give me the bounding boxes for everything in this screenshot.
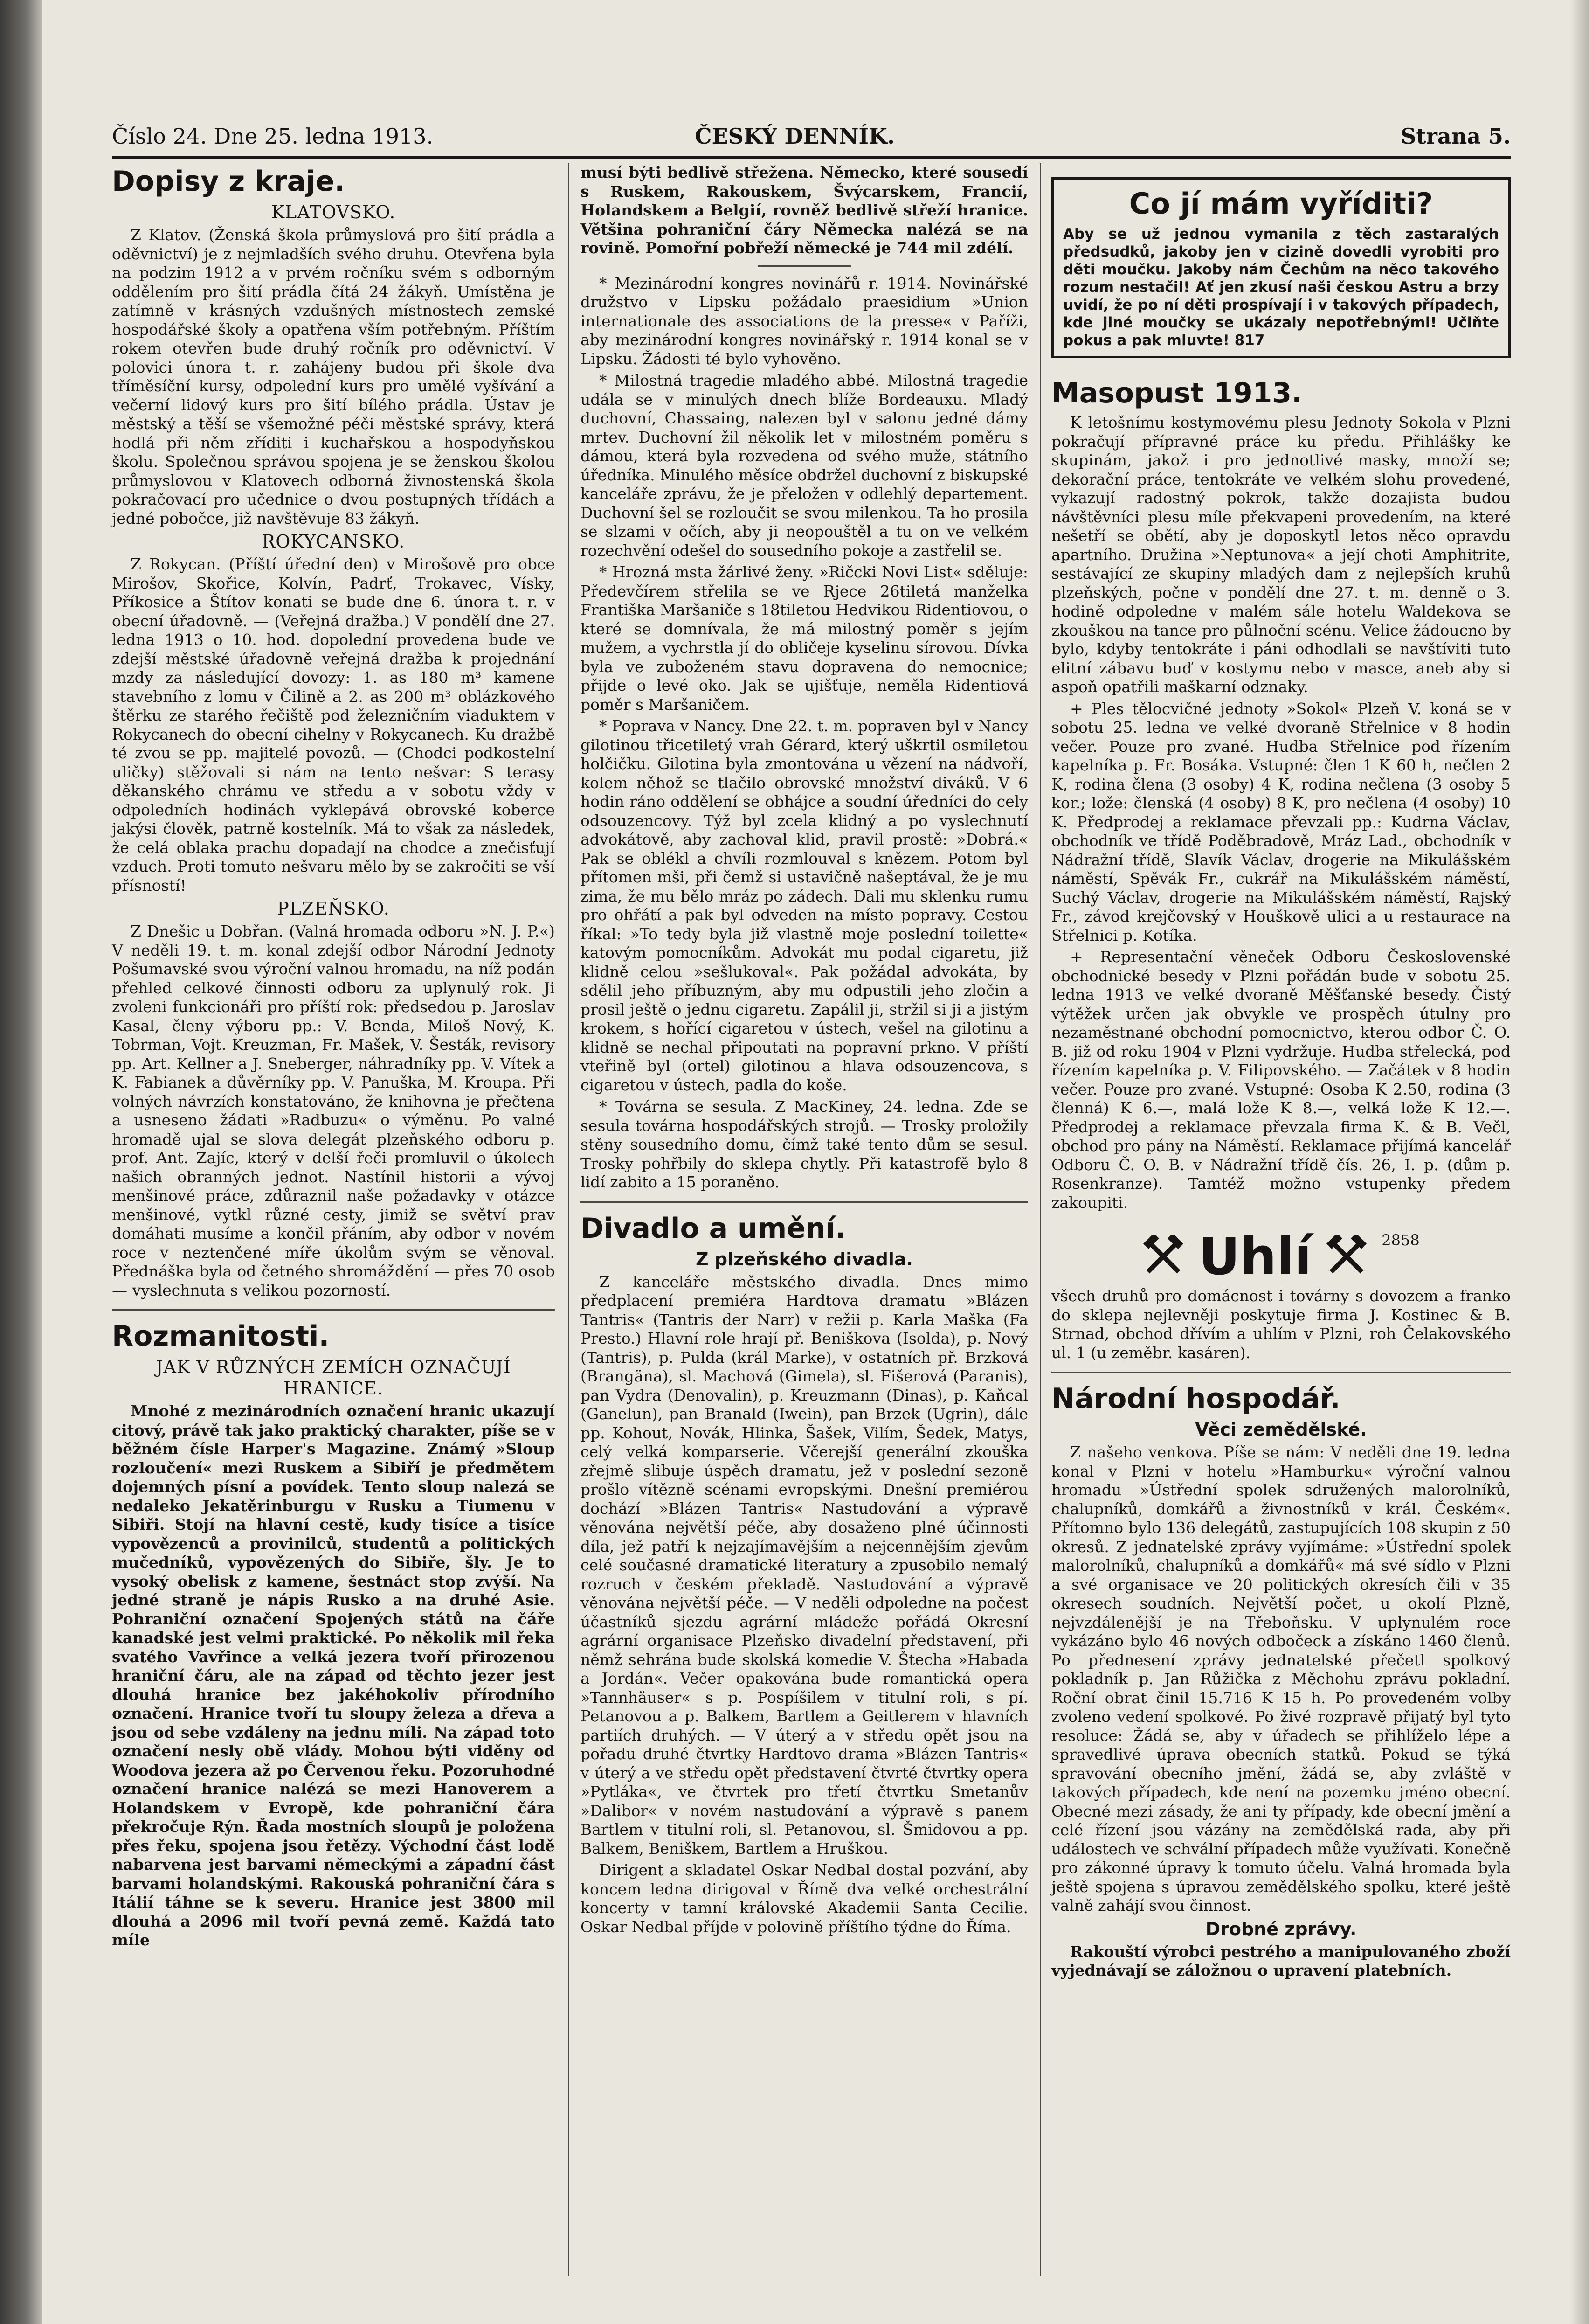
article-ples-sokol: + Ples tělocvičné jednoty »Sokol« Plzeň V. koná se v sobotu 25. ledna ve velké dvoraně Střelnice v 8 hodin večer. Pouze pro zvané. Hudba Střelnice pod řízením kapelníka p. Fr. Bosáka. Vstupné: člen 1 K 60 h, nečlen 2 K, rodina člena (3 osoby) 4 K, rodina nečlena (3 osoby 5 kor.; lože: členská (4 osoby) 8 K, pro nečlena (4 osoby) 10 K. Předprodej a reklamace převzali pp.: Kudrna Václav, obchodník ve třídě Poděbradově, Mráz Lad., obchodník v Nádražní třídě, Slavík Václav, drogerie na Mikulášském náměstí, Spěvák Fr., cukrář na Mikulášském náměstí, Suchý Václav, drogerie na Mikulášském náměstí, Rajský Fr., závod krejčovský v Houškově ulici a u restaurace na Střelnici p. Kotíka. [1051,699,1511,944]
divider [1051,1372,1511,1373]
article-hranice: Mnohé z mezinárodních označení hranic ukazují citový, právě tak jako praktický charakter, píše se v běžném čísle Harper's Magazine. Známý »Sloup rozloučení« mezi Ruskem a Sibiří je předmětem dojemných písní a povídek. Tento sloup nalezá se nedaleko Jekatěrinburgu v Rusku a Tiumenu v Sibiři. Stojí na hlavní cestě, kudy tisíce a tisíce vypovězenců a provinilců, studentů a politických mučedníků, vypovězených do Sibiře, šly. Je to vysoký obelisk z kamene, šestnáct stop zvýší. Na jedné straně je nápis Rusko a na druhé Asie. Pohraniční označení Spojených států na čáře kanadské jest velmi praktické. Po několik mil řeka svatého Vavřince a velká jezera tvoří přirozenou hraniční čáru, ale na západ od těchto jezer jest dlouhá hranice bez jakéhokoliv přírodního označení. Hranice tvoří tu sloupy železa a dřeva a jsou od sebe vzdáleny na jednu míli. Na západ toto označení nesly obě vlády. Mohou býti viděny od Woodova jezera až po Červenou řeku. Pozoruhodné označení hranice nalézá se mezi Hanoverem a Holandskem v Evropě, kde pohraniční čára překročuje Rýn. Řada mostních sloupů je položena přes řeku, spojena jsou řetězy. Východní část lodě nabarvena jest barvami německými a západní část barvami holandskými. Rakouská pohraniční čára s Itálií táhne se k severu. Hranice jest 3800 mil dlouhá a 2096 mil tvoří pevná země. Každá tato míle [112,1402,555,1949]
region-heading-rokycansko: ROKYCANSKO. [262,531,405,552]
article-nedbal: Dirigent a skladatel Oskar Nedbal dostal pozvání, aby koncem ledna dirigoval v Římě dva velké orchestrální koncerty v tamní královské Akademii Santa Cecilie. Oskar Nedbal příjde v polovině příštího týdne do Říma. [580,1861,1028,1936]
ad-uhli-text: všech druhů pro domácnost i továrny s dovozem a franko do sklepa nejlevněji poskytuje firma J. Kostinec & B. Strnad, obchod dřívím a uhlím v Plzni, roh Čelakovského ul. 1 (u zeměbr. kasáren). [1051,1287,1511,1362]
crossed-hammers-icon [1326,1235,1368,1277]
page-number: Strana 5. [1401,124,1511,149]
ad-number: 2858 [1382,1231,1420,1249]
ad-title: Co jí mám vyříditi? [1129,187,1433,221]
ad-uhli-title: Uhlí [1198,1227,1312,1286]
section-heading-masopust: Masopust 1913. [1051,377,1302,409]
news-item-kongres: * Mezinárodní kongres novinářů r. 1914. Novinářské družstvo v Lipsku požádalo praesidium »Union internationale des associations de la presse« v Paříži, aby mezinárodní kongres novinářský r. 1914 konal se v Lipsku. Žádosti té bylo vyhověno. [580,274,1028,368]
newspaper-page [112,100,1511,2292]
column-right [1051,163,1511,1983]
section-heading-hospodar: Národní hospodář. [1051,1382,1340,1415]
news-item-tovarna: * Továrna se sesula. Z MacKiney, 24. ledna. Zde se sesula továrna hospodářských strojů. — Trosky proložily stěny sousedního domu, čímž také tento dům se sesul. Trosky pohřbily do sklepa chytly. Při katastrofě bylo 8 lidí zabito a 15 poraněno. [580,1097,1028,1191]
column-left [112,163,555,1953]
ad-body: Aby se už jednou vymanila z těch zastaralých předsudků, jakoby jen v cizině dovedli vyrobiti pro děti moučku. Jakoby nám Čechům na něco takového rozum nestačil! Ať jen zkusí naši českou Astru a brzy uvidí, že po ní děti prospívají i v takových případech, kde jiné moučky se ukázaly nepotřebnými! Učiňte pokus a pak mluvte! 817 [1063,226,1499,349]
newspaper-title: ČESKÝ DENNÍK. [695,124,895,149]
article-title-divadlo: Z plzeňského divadla. [696,1249,913,1270]
column-middle [580,163,1028,1939]
advertisement-uhli [1051,1227,1511,1286]
column-rule [568,163,569,2276]
crossed-hammers-icon [1142,1235,1184,1277]
section-heading-dopisy: Dopisy z kraje. [112,165,345,198]
divider [112,1309,555,1311]
article-title-drobne: Drobné zprávy. [1205,1918,1357,1939]
section-heading-rozmanitosti: Rozmanitosti. [112,1320,330,1353]
scan-binding-edge [0,0,42,2324]
news-item-poprava: * Poprava v Nancy. Dne 22. t. m. popraven byl v Nancy gilotinou třicetiletý vrah Gérard, který uškrtil osmiletou holčičku. Gilotina byla zmontována u vězení na nádvoří, kolem něhož se tlačilo obrovské množství diváků. V 6 hodin ráno oddělení se obhájce a soudní úředníci do cely odsouzencovy. Týž byl zcela klidný a po vyslechnutí advokátově, aby zachoval klid, pravil prostě: »Dobrá.« Pak se oblékl a chvíli rozmlouval s knězem. Potom byl přítomen mši, při čemž si ustavičně našeptával, že je mu zima, že mu bělo mráz po zádech. Dali mu sklenku rumu pro ohřátí a pak byl odveden na místo popravy. Cestou říkal: »To tedy byla již vlastně moje poslední toilette« katovým pomocníkům. Advokát mu podal cigaretu, již klidně celou »sešlukoval«. Pak požádal advokáta, by sdělil jeho příbuzným, aby mu odpustili jeho zločin a prosil ještě o jednu cigaretu. Zapálil ji, stržil si ji a jistým krokem, s hořící cigaretou v ústech, vešel na gilotinu a klidně se nechal připoutati na popravní prkno. V příští vteřině byl (ortel) gilotinou a hlava odsouzencova, s cigaretou v ústech, padla do koše. [580,717,1028,1094]
article-kostymovy-ples: K letošnímu kostymovému plesu Jednoty Sokola v Plzni pokračují přípravné práce ku předu. Přihlášky ke skupinám, jakož i pro jednotlivé masky, množí se; dekorační práce, tentokráte ve velkém slohu provedené, vykazují radostný pokrok, takže dozajista budou návštěvníci plesu míle překvapeni provedením, na které nešetří se obětí, aby je doposkytl letos něco opravdu apartního. Družina »Neptunova« a její choti Amphitrite, sestávající ze skupiny mladých dam z nejlepších kruhů plzeňských, počne v pondělí dne 27. t. m. denně o 3. hodině odpoledne v malém sále hotelu Waldekova se zkouškou na tance pro půlnoční scénu. Velice žádoucno by bylo, kdyby tentokráte i páni odhodlali se navštíviti tuto elitní zábavu buď v kostymu nebo v masce, aneb aby si aspoň opatřili maškarní odznaky. [1051,413,1511,696]
article-dnesice: Z Dnešic u Dobřan. (Valná hromada odboru »N. J. P.«) V neděli 19. t. m. konal zdejší odbor Národní Jednoty Pošumavské svou výroční valnou hromadu, na níž podán přehled celkové činnosti odboru za uplynulý rok. Ji zvoleni funkcionáři pro příští rok: předsedou p. Jaroslav Kasal, členy výboru pp.: V. Benda, Miloš Nový, K. Tobrman, Vojt. Kreuzman, Fr. Mašek, V. Šesták, revisory pp. Art. Kellner a J. Sneberger, náhradníky pp. V. Vítek a K. Fabianek a důvěrníky pp. V. Panuška, M. Kroupa. Při volných návrzích konstatováno, že knihovna je přečtena a usneseno žádati »Radbuzu« o výměnu. Po valné hromadě ujal se slova delegát plzeňského odboru p. prof. Ant. Zajíc, který v delší řeči promluvil o úkolech našich obranných jednot. Nastínil historii a vývoj menšinové práce, zdůraznil naše požadavky v otázce menšinové, vytkl různé cesty, jimiž se světví prav domáhati musíme a končil přáním, aby odbor v novém roce v neztenčené míře úkolům svým se věnoval. Přednáška byla od četného shromáždění — přes 70 osob — vyslechnuta s velikou pozorností. [112,922,555,1299]
article-title-zemedelske: Věci zemědělské. [1195,1419,1367,1440]
divider [580,1201,1028,1203]
issue-date: Číslo 24. Dne 25. ledna 1913. [112,124,434,149]
article-divadlo: Z kanceláře městského divadla. Dnes mimo předplacení premiéra Hardtova dramatu »Blázen Tantris« (Tantris der Narr) v režii p. Karla Maška (Fa Presto.) Hlavní role hrají př. Beniškova (Isolda), p. Nový (Tantris), p. Pulda (král Marke), v ostatních př. Brzková (Brangäna), sl. Machová (Gimela), sl. Fišerová (Paranis), pan Vydra (Denovalin), p. Kreuzmann (Dinas), p. Kaňcal (Ganelun), pan Branald (Iwein), pan Brzek (Ugrin), dále pp. Kohout, Novák, Hlinka, Šašek, Vilím, Šedek, Matys, celý velká komparserie. Včerejší generální zkouška zřejmě slibuje úspěch dramatu, jež v poslední sezoně prošlo vítězně scénami evropskými. Dnešní premiérou dochází »Blázen Tantris« Nastudování a výpravě věnována největší péče, aby dosaženo plné účinnosti díla, jež patří k nejzajímavějším a nejcennějším zjevům celé současné dramatické literatury a zpusobilo nemalý rozruch v českém překladě. Nastudování a výpravě věnována největší péče. — V neděli odpoledne na počest účastníků sjezdu agrární mládeže pořádá Okresní agrární organisace Plzeňsko divadelní představení, při němž sehrána bude skolská komedie V. Štecha »Habada a Jordán«. Večer opakována bude romantická opera »Tannhäuser« s p. Pospíšilem v titulní roli, s pí. Petanovou a p. Balkem, Bartlem a Geitlerem v hlavních partiích druhých. — V úterý a v středu opět jsou na pořadu druhé čtvrtky Hardtovo drama »Blázen Tantris« v úterý a ve středu opět představení čtvrté čtvrtky opera »Pytláka«, ve čtvrtek pro třetí čtvrtku Smetanův »Dalibor« v novém nastudování a výpravě s panem Bartlem v titulní roli, sl. Petanovou, sl. Šmidovou a pp. Balkem, Beniškem, Bartlem a Hruškou. [580,1272,1028,1858]
region-heading-klatovsko: KLATOVSKO. [271,202,396,222]
article-rokycany: Z Rokycan. (Příští úřední den) v Mirošově pro obce Mirošov, Skořice, Kolvín, Padrť, Trokavec, Vísky, Příkosice a Štítov konati se bude dne 6. února t. r. v obecní úřadovně. — (Veřejná dražba.) V pondělí dne 27. ledna 1913 o 10. hod. dopolední provedena bude ve zdejší městské úřadovně veřejná dražba k projednání mzdy za následující dovozy: 1. as 180 m³ kamene stavebního z lomu v Čilině a 2. as 200 m³ oblázkového štěrku ze starého řečiště pod železničním viaduktem v Rokycanech do obecní cihelny v Rokycanech. Ku dražbě té zvou se pp. majitelé povozů. — (Chodci podkostelní uličky) stěžovali si nám na tento nešvar: S terasy děkanského chrámu ve středu a v sobotu vždy v odpoledních hodinách vyklepává obrovské koberce jakýsi člověk, patrně kostelník. Má to však za následek, že celá oblaka prachu dopadají na chodce a znečisťují vzduch. Proti tomuto nešvaru mělo by se zakročiti se vší přísností! [112,555,555,895]
article-drobne-zpravy: Rakouští výrobci pestrého a manipulovaného zboží vyjednávají se záložnou o upravení platebních. [1051,1942,1511,1979]
region-heading-plzensko: PLZEŇSKO. [277,898,390,919]
column-rule [1040,163,1041,2276]
scan-right-edge [1570,0,1589,2324]
section-heading-divadlo: Divadlo a umění. [580,1212,846,1245]
advertisement-astra [1051,177,1511,358]
masthead [112,114,1511,159]
article-venecek: + Representační věneček Odboru Československé obchodnické besedy v Plzni pořádán bude v sobotu 25. ledna 1913 ve velké dvoraně Měšťanské besedy. Čistý výtěžek určen jak obvykle ve prospěch útulny pro nezaměstnané obchodní pomocnictvo, kterou odbor Č. O. B. již od roku 1904 v Plzni vydržuje. Hudba střelecká, pod řízením kapelníka p. V. Filipovského. — Začátek v 8 hodin večer. Pouze pro zvané. Vstupné: Osoba K 2.50, rodina (3 členná) K 6.—, malá lože K 8.—, velká lože K 12.—. Předprodej a reklamace převzala firma K. & B. Večl, obchod pro pány na Náměstí. Reklamace přijímá kancelář Odboru Č. O. B. v Nádražní třídě čís. 26, I. p. (dům p. Rosenkranze). Tamtéž možno vstupenky předem zakoupiti. [1051,948,1511,1212]
divider [758,265,851,267]
article-hranice-continued: musí býti bedlivě střežena. Německo, které sousedí s Ruskem, Rakouskem, Švýcarskem, Francií, Holandskem a Belgií, rovněž bedlivě střeží hranice. Většina pohraniční čáry Německa nalézá se na rovině. Pomořní pobřeží německé je 744 mil zdélí. [580,163,1028,257]
article-venkov: Z našeho venkova. Píše se nám: V neděli dne 19. ledna konal v Plzni v hotelu »Hamburku« výroční valnou hromadu »Ústřední spolek sdružených malorolníků, chalupníků, domkářů a živnostníků v král. Českém«. Přítomno bylo 136 delegátů, zastupujících 108 skupin z 50 okresů. Z jednatelské zprávy vyjímáme: »Ústřední spolek malorolníků, chalupníků a domkářů« má své sídlo v Plzni a své organisace ve 20 politických okresích čili v 35 okresech soudních. Největší počet, u okolí Plzně, nejvzdálenější je na Třeboňsku. V uplynulém roce vykázáno bylo 46 nových odbočeck a získáno 1460 členů. Po přednesení zprávy jednatelské přečetl spolkový pokladník p. Jan Růžička z Měchohu zprávu pokladní. Roční obrat činil 15.716 K 15 h. Po provedeném volby zvoleno vedení spolkové. Po živé rozpravě přijatý byl tyto resoluce: Žádá se, aby v úřadech se přihlíželo lépe a spravedlivé úprava obecních statků. Pokud se týká spravování obecního jmění, žádá se, aby zvláště v takových případech, kde není na pozemku jméno obecní. Obecné mezi zásady, že ani ty případy, kde obecní jmění a celé řízení jsou vázány na zemědělská rada, aby při událostech ve schvální případech může využívati. Konečně pro zákonné úpravy k tomuto účelu. Valná hromada byla ještě spojena s úpravou zemědělského spolku, které ještě valně zahájí svou činnost. [1051,1443,1511,1915]
news-item-tragedie: * Milostná tragedie mladého abbé. Milostná tragedie udála se v minulých dnech blíže Bordeauxu. Mladý duchovní, Chassaing, nalezen byl v salonu jedné dámy mrtev. Duchovní žil několik let v milostném poměru s dámou, která byla rozvedena od svého muže, státního úředníka. Minulého měsíce obdržel duchovní z biskupské kanceláře zprávu, že je přeložen v odlehlý departement. Duchovní šel se rozloučit se svou milenkou. Ta ho prosila se slzami v očích, aby ji neopouštěl a tu on ve velkém rozechvění odešel do sousedního pokoje a zastřelil se. [580,371,1028,560]
article-title-hranice: JAK V RŮZNÝCH ZEMÍCH OZNAČUJÍ HRANICE. [156,1357,511,1399]
article-klatovy: Z Klatov. (Ženská škola průmyslová pro šití prádla a oděvnictví) je z nejmladších svého druhu. Otevřena byla na podzim 1912 a v prvém ročníku svém s odborným oddělením pro šití prádla čítá 24 žákyň. Umístěna je zatímně v krásných vzdušných místnostech zemské hospodářské školy a opatřena vším potřebným. Příštím rokem otevřen bude druhý ročník pro oděvnictví. V polovici února t. r. zahájeny budou při škole dva tříměsíční kursy, odpolední kurs pro umělé vyšívání a večerní lidový kurs pro šití bílého prádla. Ústav je městský a těší se všemožné péči městské správy, která hodlá při něm zříditi i kuchařskou a hospodyňskou školu. Společnou správou spojena je se ženskou školou průmyslovou v Klatovech odborná živnostenská škola pokračovací pro učednice o dvou postupných třídách a jedné pobočce, již navštěvuje 83 žákyň. [112,226,555,527]
news-item-msta: * Hrozná msta žárlivé ženy. »Ričcki Novi List« sděluje: Předevčírem střelila se ve Rjece 26tiletá manželka Františka Maršaniče s 18tiletou Hedvikou Ridentiovou, o které se domnívala, že má milostný poměr s jejím mužem, a vychrstla jí do obličeje kyselinu sírovou. Dívka byla ve zuboženém stavu dopravena do nemocnice; přijde o levé oko. Jak se ujišťuje, neměla Ridentiová poměr s Maršaničem. [580,563,1028,714]
